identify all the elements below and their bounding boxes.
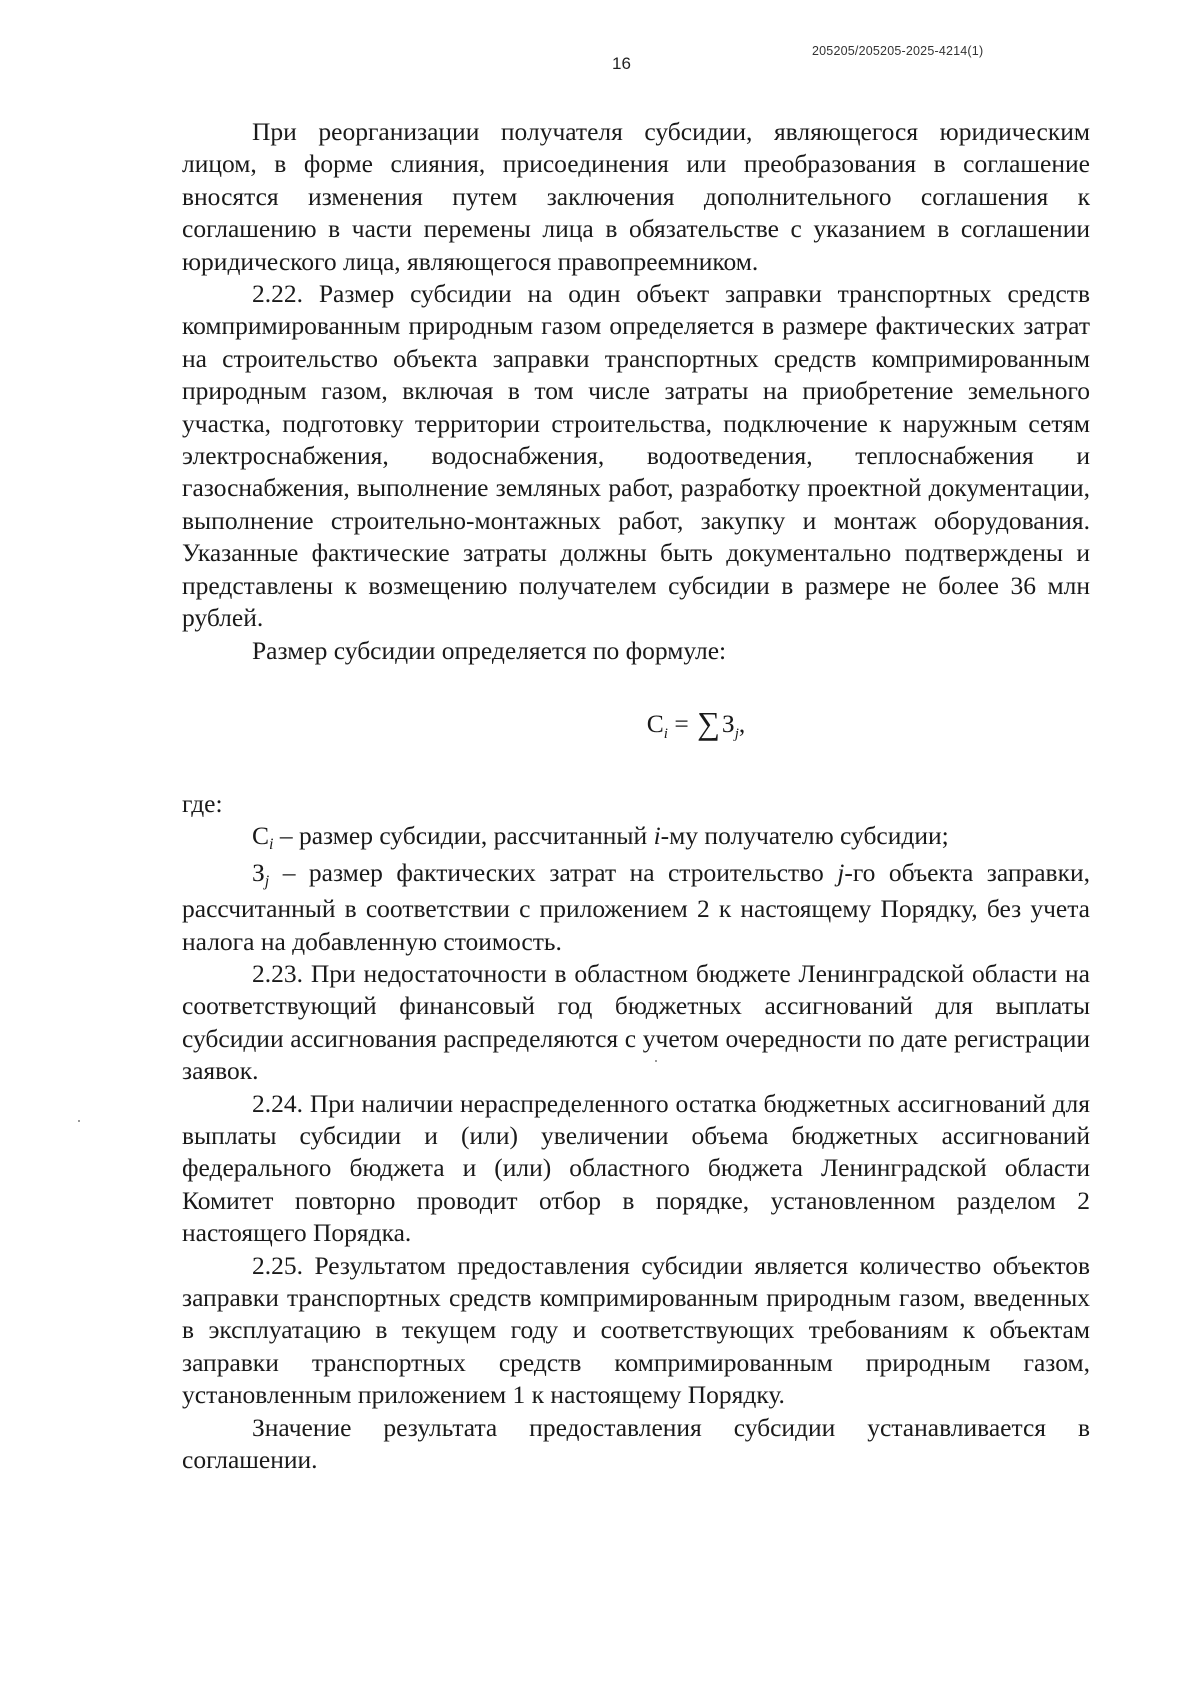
paragraph-formula-intro: Размер субсидии определяется по формуле:	[252, 635, 727, 665]
scan-speck	[655, 1060, 657, 1062]
formula-tail: ,	[738, 708, 746, 738]
paragraph-2-23: 2.23. При недостаточности в областном бюджете Ленинградской области на соответствующий финансовый год бюджетных ассигнований для выплаты субсидии ассигнования распределяются с учетом очередности по дате регистрации заявок.	[182, 958, 1090, 1086]
sigma-symbol: ∑	[697, 704, 720, 741]
page-number: 16	[612, 54, 631, 73]
definition-c-text-before: – размер субсидии, рассчитанный	[273, 821, 654, 851]
definition-z-text-after: -го объекта заправки, рассчитанный в соответствии с приложением 2 к настоящему Порядку, без учета налога на добавленную стоимость.	[182, 857, 1090, 956]
definition-c-index: i	[269, 836, 274, 854]
paragraph-2-22: 2.22. Размер субсидии на один объект заправки транспортных средств компримированным природным газом определяется в размере фактических затрат на строительство объекта заправки транспортных средств компримированным природным газом, включая в том числе затраты на приобретение земельного участка, подготовку территории строительства, подключение к наружным сетям электроснабжения, водоснабжения, водоотведения, теплоснабжения и газоснабжения, выполнение земляных работ, разработку проектной документации, выполнение строительно-монтажных работ, закупку и монтаж оборудования. Указанные фактические затраты должны быть документально подтверждены и представлены к возмещению получателем субсидии в размере не более 36 млн рублей.	[182, 279, 1090, 633]
formula-equals: =	[667, 708, 696, 738]
where-label: где:	[182, 788, 223, 818]
subsidy-formula	[182, 701, 1090, 748]
paragraph-2-24: 2.24. При наличии нераспределенного остатка бюджетных ассигнований для выплаты субсидии и (или) увеличении объема бюджетных ассигнований федерального бюджета и (или) областного бюджета Ленинградской области Комитет повторно проводит отбор в порядке, установленном разделом 2 настоящего Порядка.	[182, 1088, 1090, 1248]
definition-z	[182, 857, 1090, 958]
definition-c	[182, 820, 1090, 856]
formula-rhs-index: j	[734, 725, 739, 742]
formula-lhs-index: i	[663, 725, 668, 742]
formula-rhs: З	[721, 708, 735, 738]
definition-c-symbol: С	[252, 821, 270, 851]
definition-c-text-after: -му получателю субсидии;	[660, 821, 949, 851]
formula-lhs: С	[646, 708, 664, 738]
paragraph-reorganization: При реорганизации получателя субсидии, являющегося юридическим лицом, в форме слияния, присоединения или преобразования в соглашение вносятся изменения путем заключения дополнительного соглашения к соглашению в части перемены лица в обязательстве с указанием в соглашении юридического лица, являющегося правопреемником.	[182, 117, 1090, 276]
definition-z-symbol: З	[252, 857, 265, 887]
definition-c-italic-i: i	[653, 821, 661, 851]
document-code: 205205/205205-2025-4214(1)	[812, 44, 984, 58]
scan-speck	[78, 1120, 80, 1122]
paragraph-result-value: Значение результата предоставления субсидии устанавливается в соглашении.	[182, 1412, 1090, 1475]
definition-z-index: j	[264, 872, 270, 890]
definition-z-text-before: – размер фактических затрат на строительство	[269, 857, 838, 887]
document-body	[182, 116, 1090, 1476]
paragraph-2-25: 2.25. Результатом предоставления субсидии является количество объектов заправки транспортных средств компримированным природным газом, введенных в эксплуатацию в текущем году и соответствующих требованиям к объектам заправки транспортных средств компримированным природным газом, установленным приложением 1 к настоящему Порядку.	[182, 1250, 1090, 1410]
definition-z-italic-j: j	[837, 857, 845, 887]
